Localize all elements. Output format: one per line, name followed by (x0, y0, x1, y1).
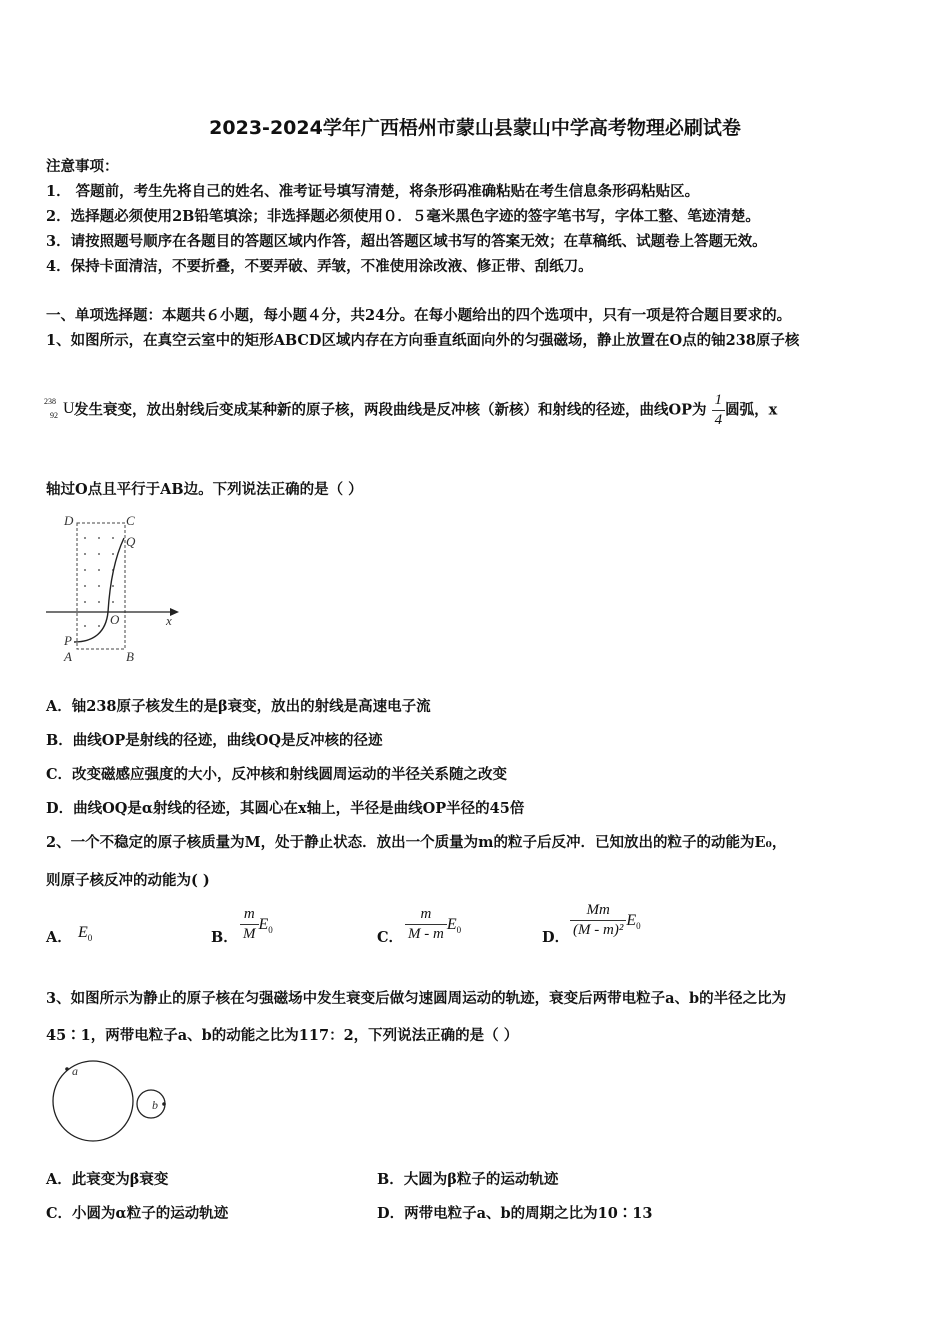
q1-stem-line2a: 发生衰变，放出射线后变成某种新的原子核，两段曲线是反冲核（新核）和射线的径迹，曲线OP为 (74, 401, 707, 419)
fraction (240, 906, 259, 943)
page-title: 2023-2024学年广西梧州市蒙山县蒙山中学高考物理必刷试卷 (209, 117, 741, 139)
notice-item: 1． 答题前，考生先将自己的姓名、准考证号填写清楚，将条形码准确粘贴在考生信息条形码粘贴区。 (46, 183, 700, 200)
particle-b-dot (162, 1102, 166, 1106)
q2-stem-line1: 2、一个不稳定的原子核质量为M，处于静止状态．放出一个质量为m的粒子后反冲．已知放出的粒子的动能为E₀， (46, 834, 787, 851)
large-circle (53, 1061, 133, 1141)
q3-figure (48, 1058, 173, 1146)
q2-option-a-label: A． (46, 929, 72, 946)
small-circle (137, 1090, 165, 1118)
isotope-symbol: U (63, 399, 75, 417)
isotope-z: 92 (50, 410, 58, 420)
label-x: x (166, 613, 172, 628)
label-a: a (72, 1064, 78, 1078)
q2-option-b-expr (240, 906, 273, 943)
label-B: B (126, 649, 134, 664)
energy-subscript: 0 (456, 924, 462, 935)
q2-option-b-label: B． (211, 929, 238, 946)
q3-stem-line2: 45∶1，两带电粒子a、b的动能之比为117：2，下列说法正确的是（ ） (46, 1027, 519, 1044)
isotope-mass: 238 (44, 396, 56, 406)
q1-stem-line2b: 圆弧，x (725, 401, 778, 419)
fraction-denominator: M - m (408, 926, 444, 942)
label-Q: Q (126, 534, 136, 549)
quarter-fraction (712, 392, 726, 429)
q2-option-c-expr (405, 906, 461, 943)
q1-stem-line3: 轴过O点且平行于AB边。下列说法正确的是（ ） (46, 481, 363, 498)
label-A: A (64, 649, 72, 664)
q3-stem-line1: 3、如图所示为静止的原子核在匀强磁场中发生衰变后做匀速圆周运动的轨迹，衰变后两带电粒子a、b的半径之比为 (46, 990, 787, 1007)
fraction-denominator: 4 (714, 412, 723, 428)
notice-item: 4．保持卡面清洁，不要折叠，不要弄破、弄皱，不准使用涂改液、修正带、刮纸刀。 (46, 258, 593, 275)
particle-a-dot (65, 1067, 69, 1071)
energy-symbol: E (626, 911, 637, 929)
q1-stem-line2 (44, 392, 777, 429)
q1-option-c: C．改变磁感应强度的大小，反冲核和射线圆周运动的半径关系随之改变 (46, 766, 508, 783)
q2-stem-line2: 则原子核反冲的动能为( ) (46, 872, 210, 889)
q3-option-a: A．此衰变为β衰变 (46, 1171, 169, 1188)
q1-option-d: D．曲线OQ是α射线的径迹，其圆心在x轴上，半径是曲线OP半径的45倍 (46, 800, 525, 817)
fraction-numerator: 1 (712, 392, 726, 411)
q1-figure (44, 510, 189, 665)
fraction-numerator: m (405, 906, 447, 925)
fraction-denominator: M (243, 926, 256, 942)
label-C: C (126, 513, 135, 528)
curve-OQ (108, 538, 124, 612)
notice-item: 3．请按照题号顺序在各题目的答题区域内作答，超出答题区域书写的答案无效；在草稿纸、试题卷上答题无效。 (46, 233, 767, 250)
notice-item: 2．选择题必须使用2B铅笔填涂；非选择题必须使用０．５毫米黑色字迹的签字笔书写，字体工整、笔迹清楚。 (46, 208, 760, 225)
q1-stem-line1: 1、如图所示，在真空云室中的矩形ABCD区域内存在方向垂直纸面向外的匀强磁场，静止放置在O点的铀238原子核 (46, 332, 800, 349)
energy-subscript: 0 (268, 924, 273, 935)
q2-option-d-label: D． (542, 929, 570, 946)
q1-option-a: A．铀238原子核发生的是β衰变，放出的射线是高速电子流 (46, 698, 431, 715)
label-D: D (64, 513, 74, 528)
energy-subscript: 0 (87, 933, 93, 944)
energy-symbol: E (78, 924, 88, 941)
q3-option-c: C．小圆为α粒子的运动轨迹 (46, 1205, 229, 1222)
section-heading: 一、单项选择题：本题共６小题，每小题４分，共24分。在每小题给出的四个选项中，只有一项是符合题目要求的。 (46, 307, 792, 324)
label-P: P (64, 633, 72, 648)
q3-option-b: B．大圆为β粒子的运动轨迹 (377, 1171, 559, 1188)
energy-symbol: E (446, 915, 457, 933)
fraction-numerator: Mm (570, 902, 626, 921)
q2-option-c-label: C． (377, 929, 404, 946)
notice-heading: 注意事项： (46, 158, 119, 175)
q2-option-d-expr (570, 902, 641, 939)
fraction (570, 902, 626, 939)
q2-option-a-expr (78, 924, 92, 943)
uranium-isotope (44, 396, 75, 423)
fraction-numerator: m (240, 906, 259, 925)
label-b: b (152, 1098, 158, 1112)
fraction-denominator: (M - m)² (573, 922, 624, 938)
q1-option-b: B．曲线OP是射线的径迹，曲线OQ是反冲核的径迹 (46, 732, 383, 749)
curve-OP (74, 612, 108, 642)
q3-option-d: D．两带电粒子a、b的周期之比为10∶13 (377, 1205, 653, 1222)
energy-subscript: 0 (636, 920, 641, 931)
label-O: O (110, 612, 120, 627)
fraction (405, 906, 447, 943)
energy-symbol: E (258, 915, 269, 933)
